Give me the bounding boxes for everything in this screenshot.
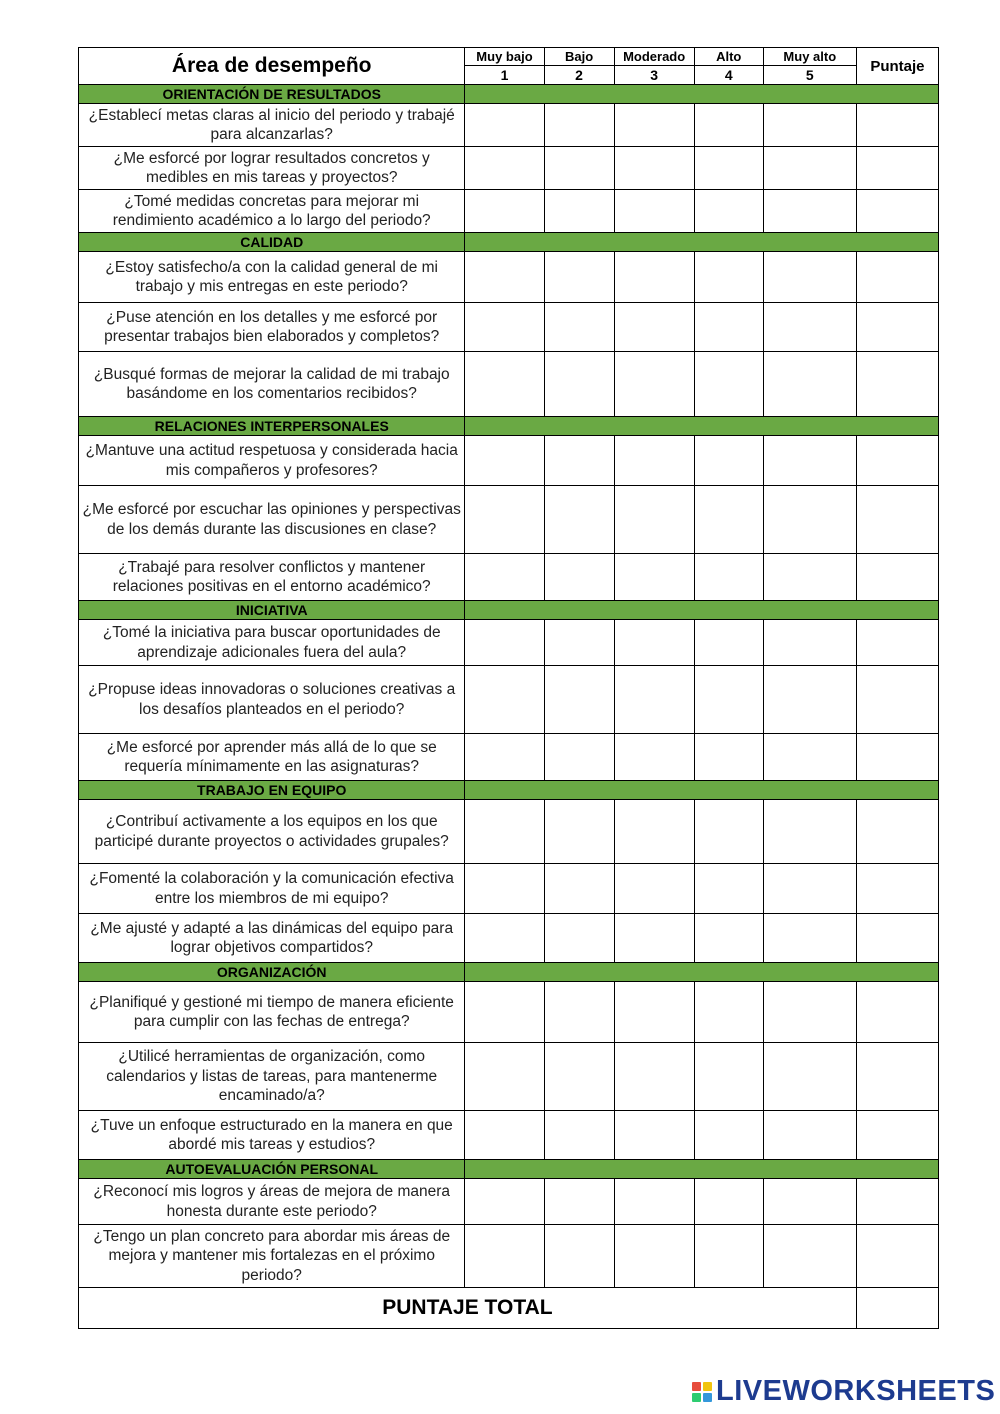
rating-cell-3[interactable] [614, 252, 694, 303]
rating-cell-5[interactable] [763, 486, 856, 554]
rating-cell-5[interactable] [763, 190, 856, 233]
rating-cell-1[interactable] [465, 1225, 544, 1288]
rating-cell-5[interactable] [763, 620, 856, 666]
rating-cell-4[interactable] [694, 1225, 763, 1288]
rating-cell-3[interactable] [614, 190, 694, 233]
question-row [79, 620, 939, 666]
rating-cell-5[interactable] [763, 104, 856, 147]
rating-cell-1[interactable] [465, 1111, 544, 1160]
score-cell[interactable] [856, 800, 938, 864]
question-text: ¿Tengo un plan concreto para abordar mis áreas de mejora y mantener mis fortalezas en el próximo periodo? [79, 1225, 465, 1288]
score-cell[interactable] [856, 1179, 938, 1225]
rating-cell-3[interactable] [614, 1179, 694, 1225]
rating-cell-2[interactable] [544, 734, 614, 781]
question-text: ¿Mantuve una actitud respetuosa y considerada hacia mis compañeros y profesores? [79, 436, 465, 486]
question-row [79, 734, 939, 781]
rating-cell-2[interactable] [544, 104, 614, 147]
score-cell[interactable] [856, 914, 938, 963]
rating-cell-2[interactable] [544, 252, 614, 303]
section-title: CALIDAD [79, 233, 465, 252]
rating-cell-4[interactable] [694, 666, 763, 734]
score-cell[interactable] [856, 734, 938, 781]
rating-cell-4[interactable] [694, 982, 763, 1043]
rating-cell-4[interactable] [694, 1043, 763, 1111]
rating-cell-4[interactable] [694, 303, 763, 352]
rating-cell-3[interactable] [614, 734, 694, 781]
rating-cell-5[interactable] [763, 982, 856, 1043]
total-label: PUNTAJE TOTAL [79, 1288, 857, 1329]
question-row [79, 190, 939, 233]
rating-cell-5[interactable] [763, 352, 856, 417]
question-row [79, 147, 939, 190]
question-text: ¿Puse atención en los detalles y me esforcé por presentar trabajos bien elaborados y completos? [79, 303, 465, 352]
question-row [79, 486, 939, 554]
rating-cell-3[interactable] [614, 620, 694, 666]
score-cell[interactable] [856, 190, 938, 233]
question-row [79, 352, 939, 417]
question-text: ¿Me esforcé por aprender más allá de lo que se requería mínimamente en las asignaturas? [79, 734, 465, 781]
rating-cell-2[interactable] [544, 147, 614, 190]
rating-cell-3[interactable] [614, 303, 694, 352]
rating-cell-2[interactable] [544, 190, 614, 233]
rating-cell-5[interactable] [763, 914, 856, 963]
rating-cell-2[interactable] [544, 914, 614, 963]
rating-cell-1[interactable] [465, 190, 544, 233]
question-row [79, 666, 939, 734]
rating-cell-3[interactable] [614, 486, 694, 554]
section-title: ORIENTACIÓN DE RESULTADOS [79, 85, 465, 104]
area-title: Área de desempeño [79, 48, 465, 85]
rating-cell-3[interactable] [614, 666, 694, 734]
rating-cell-1[interactable] [465, 303, 544, 352]
scale-label-1: Muy bajo [465, 48, 544, 66]
rating-cell-1[interactable] [465, 666, 544, 734]
question-row [79, 914, 939, 963]
question-text: ¿Tomé la iniciativa para buscar oportunidades de aprendizaje adicionales fuera del aula? [79, 620, 465, 666]
rating-cell-5[interactable] [763, 666, 856, 734]
rating-cell-3[interactable] [614, 914, 694, 963]
rating-cell-1[interactable] [465, 352, 544, 417]
rating-cell-4[interactable] [694, 1179, 763, 1225]
section-bar [465, 601, 939, 620]
rating-cell-1[interactable] [465, 620, 544, 666]
question-text: ¿Me ajusté y adapté a las dinámicas del equipo para lograr objetivos compartidos? [79, 914, 465, 963]
rating-cell-5[interactable] [763, 864, 856, 914]
rubric-sheet [78, 47, 939, 1329]
rating-cell-1[interactable] [465, 982, 544, 1043]
score-cell[interactable] [856, 1111, 938, 1160]
section-row [79, 417, 939, 436]
question-text: ¿Contribuí activamente a los equipos en los que participé durante proyectos o actividades grupales? [79, 800, 465, 864]
section-row [79, 781, 939, 800]
rating-cell-2[interactable] [544, 800, 614, 864]
liveworksheets-brand [692, 1375, 995, 1408]
question-row [79, 104, 939, 147]
question-row [79, 303, 939, 352]
section-title: TRABAJO EN EQUIPO [79, 781, 465, 800]
score-cell[interactable] [856, 352, 938, 417]
section-title: AUTOEVALUACIÓN PERSONAL [79, 1160, 465, 1179]
rating-cell-3[interactable] [614, 104, 694, 147]
rating-cell-1[interactable] [465, 147, 544, 190]
rubric-body [79, 85, 939, 1329]
rating-cell-3[interactable] [614, 800, 694, 864]
header-label-row [79, 48, 939, 66]
score-cell[interactable] [856, 620, 938, 666]
rating-cell-4[interactable] [694, 190, 763, 233]
rating-cell-1[interactable] [465, 734, 544, 781]
section-bar [465, 1160, 939, 1179]
rating-cell-5[interactable] [763, 1043, 856, 1111]
rating-cell-3[interactable] [614, 1225, 694, 1288]
section-title: RELACIONES INTERPERSONALES [79, 417, 465, 436]
section-title: ORGANIZACIÓN [79, 963, 465, 982]
rating-cell-4[interactable] [694, 864, 763, 914]
question-text: ¿Establecí metas claras al inicio del periodo y trabajé para alcanzarlas? [79, 104, 465, 147]
rating-cell-3[interactable] [614, 982, 694, 1043]
score-cell[interactable] [856, 303, 938, 352]
question-row [79, 800, 939, 864]
rating-cell-4[interactable] [694, 1111, 763, 1160]
question-row [79, 1179, 939, 1225]
question-text: ¿Me esforcé por lograr resultados concretos y medibles en mis tareas y proyectos? [79, 147, 465, 190]
rating-cell-2[interactable] [544, 1043, 614, 1111]
rating-cell-1[interactable] [465, 252, 544, 303]
rating-cell-3[interactable] [614, 147, 694, 190]
rating-cell-5[interactable] [763, 252, 856, 303]
question-row [79, 436, 939, 486]
rating-cell-2[interactable] [544, 620, 614, 666]
question-row [79, 864, 939, 914]
score-cell[interactable] [856, 486, 938, 554]
liveworksheets-logo-icon [692, 1382, 712, 1402]
rating-cell-5[interactable] [763, 303, 856, 352]
brand-name: LIVEWORKSHEETS [716, 1375, 996, 1407]
score-cell[interactable] [856, 1225, 938, 1288]
rating-cell-1[interactable] [465, 864, 544, 914]
question-text: ¿Me esforcé por escuchar las opiniones y perspectivas de los demás durante las discusiones en clase? [79, 486, 465, 554]
rating-cell-4[interactable] [694, 734, 763, 781]
scale-number-5: 5 [763, 66, 856, 85]
rating-cell-3[interactable] [614, 864, 694, 914]
rating-cell-4[interactable] [694, 104, 763, 147]
rating-cell-2[interactable] [544, 436, 614, 486]
rating-cell-3[interactable] [614, 352, 694, 417]
rating-cell-4[interactable] [694, 436, 763, 486]
score-title: Puntaje [856, 48, 938, 85]
rating-cell-2[interactable] [544, 1225, 614, 1288]
rating-cell-3[interactable] [614, 436, 694, 486]
question-row [79, 1225, 939, 1288]
scale-label-5: Muy alto [763, 48, 856, 66]
rating-cell-2[interactable] [544, 352, 614, 417]
question-row [79, 554, 939, 601]
rating-cell-2[interactable] [544, 486, 614, 554]
rating-cell-1[interactable] [465, 486, 544, 554]
section-row [79, 233, 939, 252]
score-cell[interactable] [856, 864, 938, 914]
rating-cell-5[interactable] [763, 436, 856, 486]
rating-cell-4[interactable] [694, 252, 763, 303]
question-row [79, 1111, 939, 1160]
question-text: ¿Propuse ideas innovadoras o soluciones creativas a los desafíos planteados en el periodo? [79, 666, 465, 734]
section-row [79, 1160, 939, 1179]
question-row [79, 982, 939, 1043]
rating-cell-4[interactable] [694, 554, 763, 601]
rating-cell-2[interactable] [544, 1111, 614, 1160]
rating-cell-3[interactable] [614, 1111, 694, 1160]
section-row [79, 85, 939, 104]
rating-cell-1[interactable] [465, 554, 544, 601]
total-row [79, 1288, 939, 1329]
rating-cell-4[interactable] [694, 147, 763, 190]
section-bar [465, 963, 939, 982]
section-bar [465, 781, 939, 800]
section-row [79, 601, 939, 620]
rating-cell-2[interactable] [544, 666, 614, 734]
rating-cell-2[interactable] [544, 554, 614, 601]
rating-cell-5[interactable] [763, 147, 856, 190]
rating-cell-5[interactable] [763, 800, 856, 864]
question-text: ¿Estoy satisfecho/a con la calidad general de mi trabajo y mis entregas en este periodo? [79, 252, 465, 303]
rating-cell-2[interactable] [544, 982, 614, 1043]
rating-cell-2[interactable] [544, 864, 614, 914]
scale-label-4: Alto [694, 48, 763, 66]
scale-number-4: 4 [694, 66, 763, 85]
rating-cell-4[interactable] [694, 620, 763, 666]
score-cell[interactable] [856, 436, 938, 486]
scale-number-2: 2 [544, 66, 614, 85]
rating-cell-5[interactable] [763, 1111, 856, 1160]
rating-cell-5[interactable] [763, 734, 856, 781]
rating-cell-3[interactable] [614, 554, 694, 601]
rating-cell-1[interactable] [465, 914, 544, 963]
question-text: ¿Fomenté la colaboración y la comunicación efectiva entre los miembros de mi equipo? [79, 864, 465, 914]
scale-label-3: Moderado [614, 48, 694, 66]
total-score-cell[interactable] [856, 1288, 938, 1329]
rating-cell-4[interactable] [694, 486, 763, 554]
score-cell[interactable] [856, 252, 938, 303]
self-evaluation-table [78, 47, 939, 1329]
section-bar [465, 417, 939, 436]
question-text: ¿Tomé medidas concretas para mejorar mi rendimiento académico a lo largo del periodo? [79, 190, 465, 233]
score-cell[interactable] [856, 104, 938, 147]
score-cell[interactable] [856, 147, 938, 190]
scale-number-1: 1 [465, 66, 544, 85]
question-text: ¿Reconocí mis logros y áreas de mejora de manera honesta durante este periodo? [79, 1179, 465, 1225]
score-cell[interactable] [856, 554, 938, 601]
score-cell[interactable] [856, 666, 938, 734]
question-row [79, 1043, 939, 1111]
section-row [79, 963, 939, 982]
question-text: ¿Trabajé para resolver conflictos y mantener relaciones positivas en el entorno académico? [79, 554, 465, 601]
rating-cell-2[interactable] [544, 1179, 614, 1225]
rating-cell-5[interactable] [763, 1225, 856, 1288]
rating-cell-1[interactable] [465, 104, 544, 147]
section-title: INICIATIVA [79, 601, 465, 620]
question-text: ¿Planifiqué y gestioné mi tiempo de manera eficiente para cumplir con las fechas de entrega? [79, 982, 465, 1043]
rating-cell-4[interactable] [694, 800, 763, 864]
rating-cell-4[interactable] [694, 914, 763, 963]
rating-cell-5[interactable] [763, 1179, 856, 1225]
question-text: ¿Utilicé herramientas de organización, como calendarios y listas de tareas, para mantenerme encaminado/a? [79, 1043, 465, 1111]
rating-cell-2[interactable] [544, 303, 614, 352]
rating-cell-1[interactable] [465, 436, 544, 486]
rating-cell-5[interactable] [763, 554, 856, 601]
rating-cell-1[interactable] [465, 800, 544, 864]
scale-number-3: 3 [614, 66, 694, 85]
rating-cell-1[interactable] [465, 1043, 544, 1111]
rating-cell-3[interactable] [614, 1043, 694, 1111]
question-text: ¿Busqué formas de mejorar la calidad de mi trabajo basándome en los comentarios recibidos? [79, 352, 465, 417]
question-text: ¿Tuve un enfoque estructurado en la manera en que abordé mis tareas y estudios? [79, 1111, 465, 1160]
question-row [79, 252, 939, 303]
scale-label-2: Bajo [544, 48, 614, 66]
rating-cell-4[interactable] [694, 352, 763, 417]
section-bar [465, 85, 939, 104]
score-cell[interactable] [856, 1043, 938, 1111]
rating-cell-1[interactable] [465, 1179, 544, 1225]
section-bar [465, 233, 939, 252]
score-cell[interactable] [856, 982, 938, 1043]
